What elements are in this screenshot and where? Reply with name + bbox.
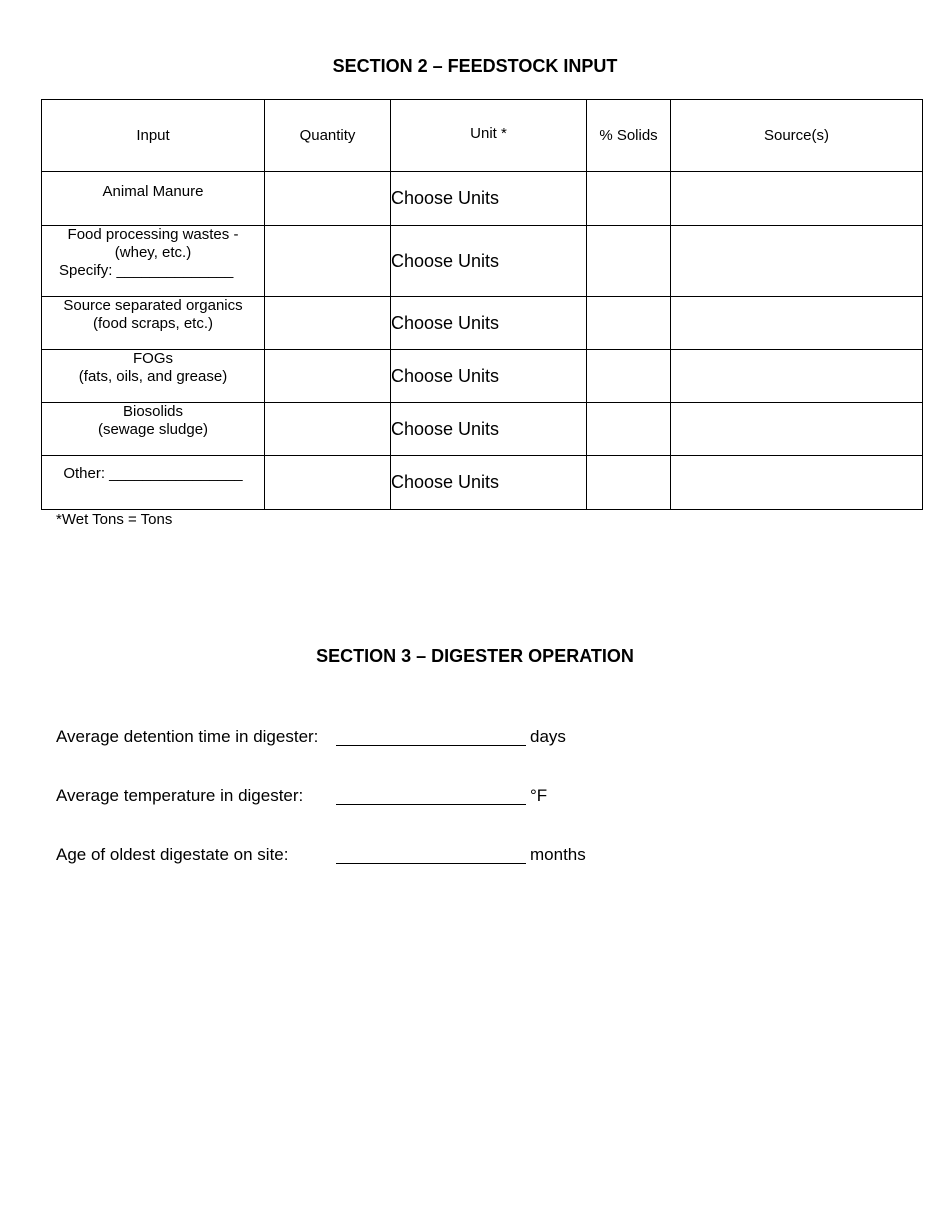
feedstock-input-table bbox=[41, 99, 923, 510]
detention-time-label: Average detention time in digester: bbox=[56, 727, 319, 746]
table-row-source-separated-organics bbox=[42, 297, 923, 350]
column-header-input: Input bbox=[42, 100, 265, 172]
table-row-biosolids bbox=[42, 403, 923, 456]
choose-units-dropdown[interactable]: Choose Units bbox=[391, 312, 500, 333]
column-header-quantity: Quantity bbox=[265, 100, 391, 172]
digestate-age-unit: months bbox=[530, 845, 586, 864]
quantity-cell[interactable] bbox=[265, 403, 391, 456]
temperature-underline bbox=[336, 804, 526, 805]
solids-cell[interactable] bbox=[587, 297, 671, 350]
quantity-cell[interactable] bbox=[265, 226, 391, 297]
section-3-title: SECTION 3 – DIGESTER OPERATION bbox=[316, 646, 634, 666]
solids-cell[interactable] bbox=[587, 172, 671, 226]
choose-units-dropdown[interactable]: Choose Units bbox=[391, 188, 500, 208]
table-row-food-processing-wastes bbox=[42, 226, 923, 297]
unit-cell bbox=[391, 226, 587, 297]
input-label-line: FOGs bbox=[133, 350, 173, 367]
input-label-line: Specify: ______________ bbox=[59, 262, 234, 279]
input-label-line: (sewage sludge) bbox=[97, 421, 209, 438]
unit-cell bbox=[391, 350, 587, 403]
unit-cell bbox=[391, 403, 587, 456]
sources-cell[interactable] bbox=[671, 172, 923, 226]
input-cell bbox=[42, 297, 265, 350]
digestate-age-field[interactable] bbox=[336, 845, 526, 865]
quantity-cell[interactable] bbox=[265, 297, 391, 350]
detention-time-field[interactable] bbox=[336, 727, 526, 747]
sources-cell[interactable] bbox=[671, 350, 923, 403]
input-label-line: Biosolids bbox=[122, 403, 184, 420]
input-label-line: Food processing wastes - bbox=[67, 226, 239, 243]
quantity-cell[interactable] bbox=[265, 172, 391, 226]
unit-cell bbox=[391, 172, 587, 226]
input-label-line: Animal Manure bbox=[102, 183, 204, 200]
choose-units-dropdown[interactable]: Choose Units bbox=[391, 472, 500, 492]
input-label-line: (food scraps, etc.) bbox=[92, 315, 214, 332]
section-2-title: SECTION 2 – FEEDSTOCK INPUT bbox=[332, 56, 618, 76]
table-row-animal-manure bbox=[42, 172, 923, 226]
solids-cell[interactable] bbox=[587, 403, 671, 456]
input-label-line: (whey, etc.) bbox=[114, 244, 192, 261]
input-cell bbox=[42, 403, 265, 456]
detention-time-unit: days bbox=[530, 727, 566, 746]
solids-cell[interactable] bbox=[587, 350, 671, 403]
digestate-age-label: Age of oldest digestate on site: bbox=[56, 845, 289, 864]
table-header-row bbox=[42, 100, 923, 172]
input-cell bbox=[42, 226, 265, 297]
column-header-sources: Source(s) bbox=[671, 100, 923, 172]
temperature-label: Average temperature in digester: bbox=[56, 786, 304, 805]
input-cell bbox=[42, 350, 265, 403]
temperature-field[interactable] bbox=[336, 786, 526, 806]
sources-cell[interactable] bbox=[671, 456, 923, 510]
choose-units-dropdown[interactable]: Choose Units bbox=[391, 250, 500, 271]
detention-time-underline bbox=[336, 745, 526, 746]
digestate-age-underline bbox=[336, 863, 526, 864]
input-label-line: Source separated organics bbox=[63, 297, 243, 314]
input-label-line: (fats, oils, and grease) bbox=[78, 368, 228, 385]
quantity-cell[interactable] bbox=[265, 350, 391, 403]
sources-cell[interactable] bbox=[671, 403, 923, 456]
unit-cell bbox=[391, 456, 587, 510]
unit-cell bbox=[391, 297, 587, 350]
quantity-cell[interactable] bbox=[265, 456, 391, 510]
temperature-unit: °F bbox=[530, 786, 548, 805]
input-label-line: Other: ________________ bbox=[63, 465, 243, 482]
table-row-fogs bbox=[42, 350, 923, 403]
choose-units-dropdown[interactable]: Choose Units bbox=[391, 365, 500, 386]
sources-cell[interactable] bbox=[671, 297, 923, 350]
column-header-unit: Unit * bbox=[391, 100, 587, 172]
sources-cell[interactable] bbox=[671, 226, 923, 297]
column-header-solids: % Solids bbox=[587, 100, 671, 172]
solids-cell[interactable] bbox=[587, 456, 671, 510]
input-cell bbox=[42, 172, 265, 226]
solids-cell[interactable] bbox=[587, 226, 671, 297]
choose-units-dropdown[interactable]: Choose Units bbox=[391, 418, 500, 439]
input-cell bbox=[42, 456, 265, 510]
unit-footnote: *Wet Tons = Tons bbox=[56, 511, 173, 528]
table-row-other bbox=[42, 456, 923, 510]
